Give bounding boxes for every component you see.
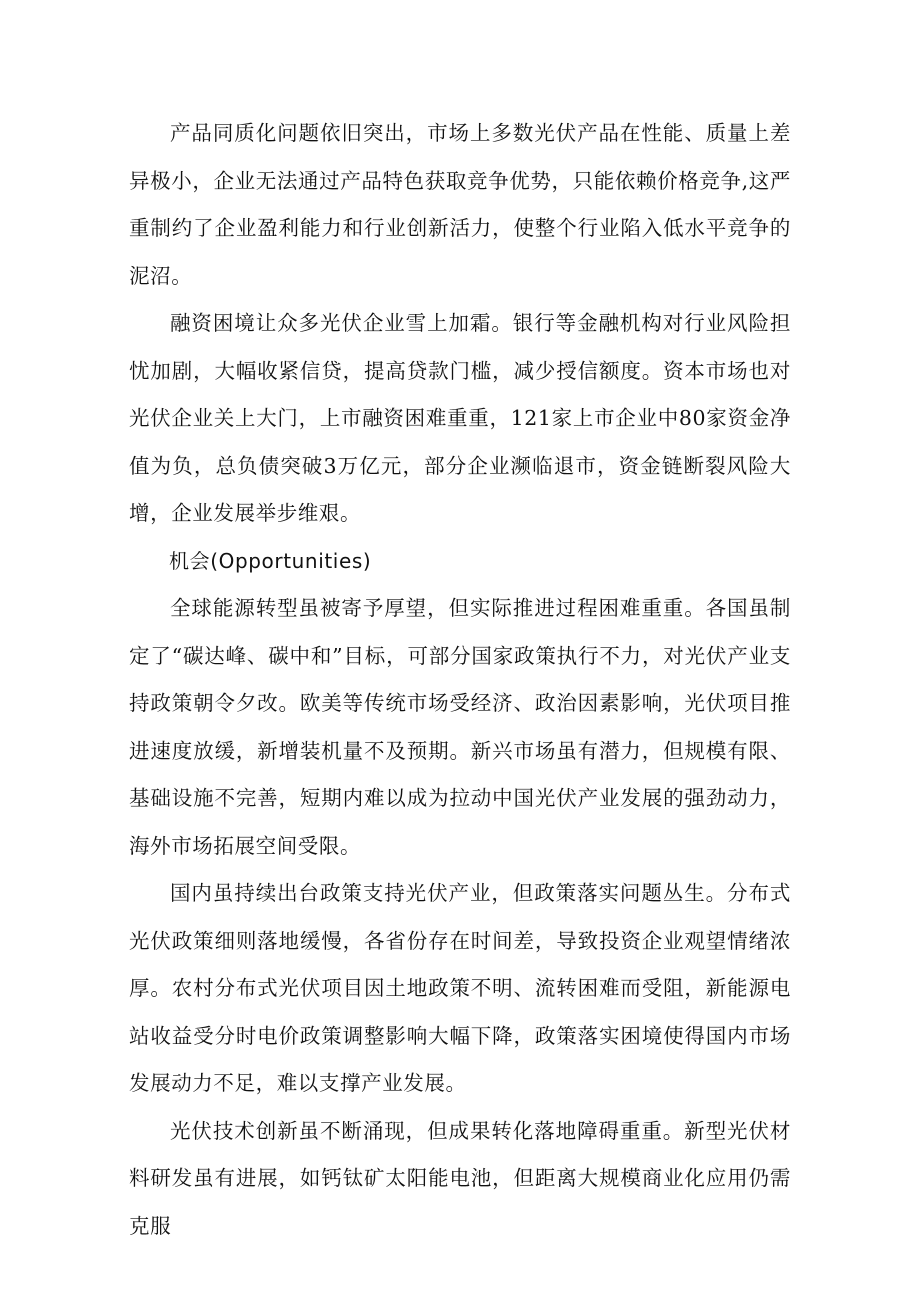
section-heading-opportunities: 机会(Opportunities) xyxy=(169,548,372,573)
paragraph-financing-difficulty: 融资困境让众多光伏企业雪上加霜。银行等金融机构对行业风险担忧加剧，大幅收紧信贷，提高贷款门槛，减少授信额度。资本市场也对光伏企业关上大门，上市融资困难重重，121家上市企业中80家资金净值为负，总负债突破3万亿元，部分企业濒临退市，资金链断裂风险大增，企业发展举步维艰。 xyxy=(129,311,791,525)
document-body xyxy=(129,110,791,1250)
paragraph-technology-innovation: 光伏技术创新虽不断涌现，但成果转化落地障碍重重。新型光伏材料研发虽有进展，如钙钛矿太阳能电池，但距离大规模商业化应用仍需克服 xyxy=(129,1118,791,1238)
paragraph-domestic-policy: 国内虽持续出台政策支持光伏产业，但政策落实问题丛生。分布式光伏政策细则落地缓慢，各省份存在时间差，导致投资企业观望情绪浓厚。农村分布式光伏项目因土地政策不明、流转困难而受阻，新能源电站收益受分时电价政策调整影响大幅下降，政策落实困境使得国内市场发展动力不足，难以支撑产业发展。 xyxy=(129,881,791,1095)
paragraph-global-energy-transition: 全球能源转型虽被寄予厚望，但实际推进过程困难重重。各国虽制定了“碳达峰、碳中和”目标，可部分国家政策执行不力，对光伏产业支持政策朝令夕改。欧美等传统市场受经济、政治因素影响，光伏项目推进速度放缓，新增装机量不及预期。新兴市场虽有潜力，但规模有限、基础设施不完善，短期内难以成为拉动中国光伏产业发展的强劲动力，海外市场拓展空间受限。 xyxy=(129,596,791,858)
paragraph-product-homogeneity: 产品同质化问题依旧突出，市场上多数光伏产品在性能、质量上差异极小，企业无法通过产品特色获取竞争优势，只能依赖价格竞争,这严重制约了企业盈利能力和行业创新活力，使整个行业陷入低水平竞争的泥沼。 xyxy=(129,121,791,288)
